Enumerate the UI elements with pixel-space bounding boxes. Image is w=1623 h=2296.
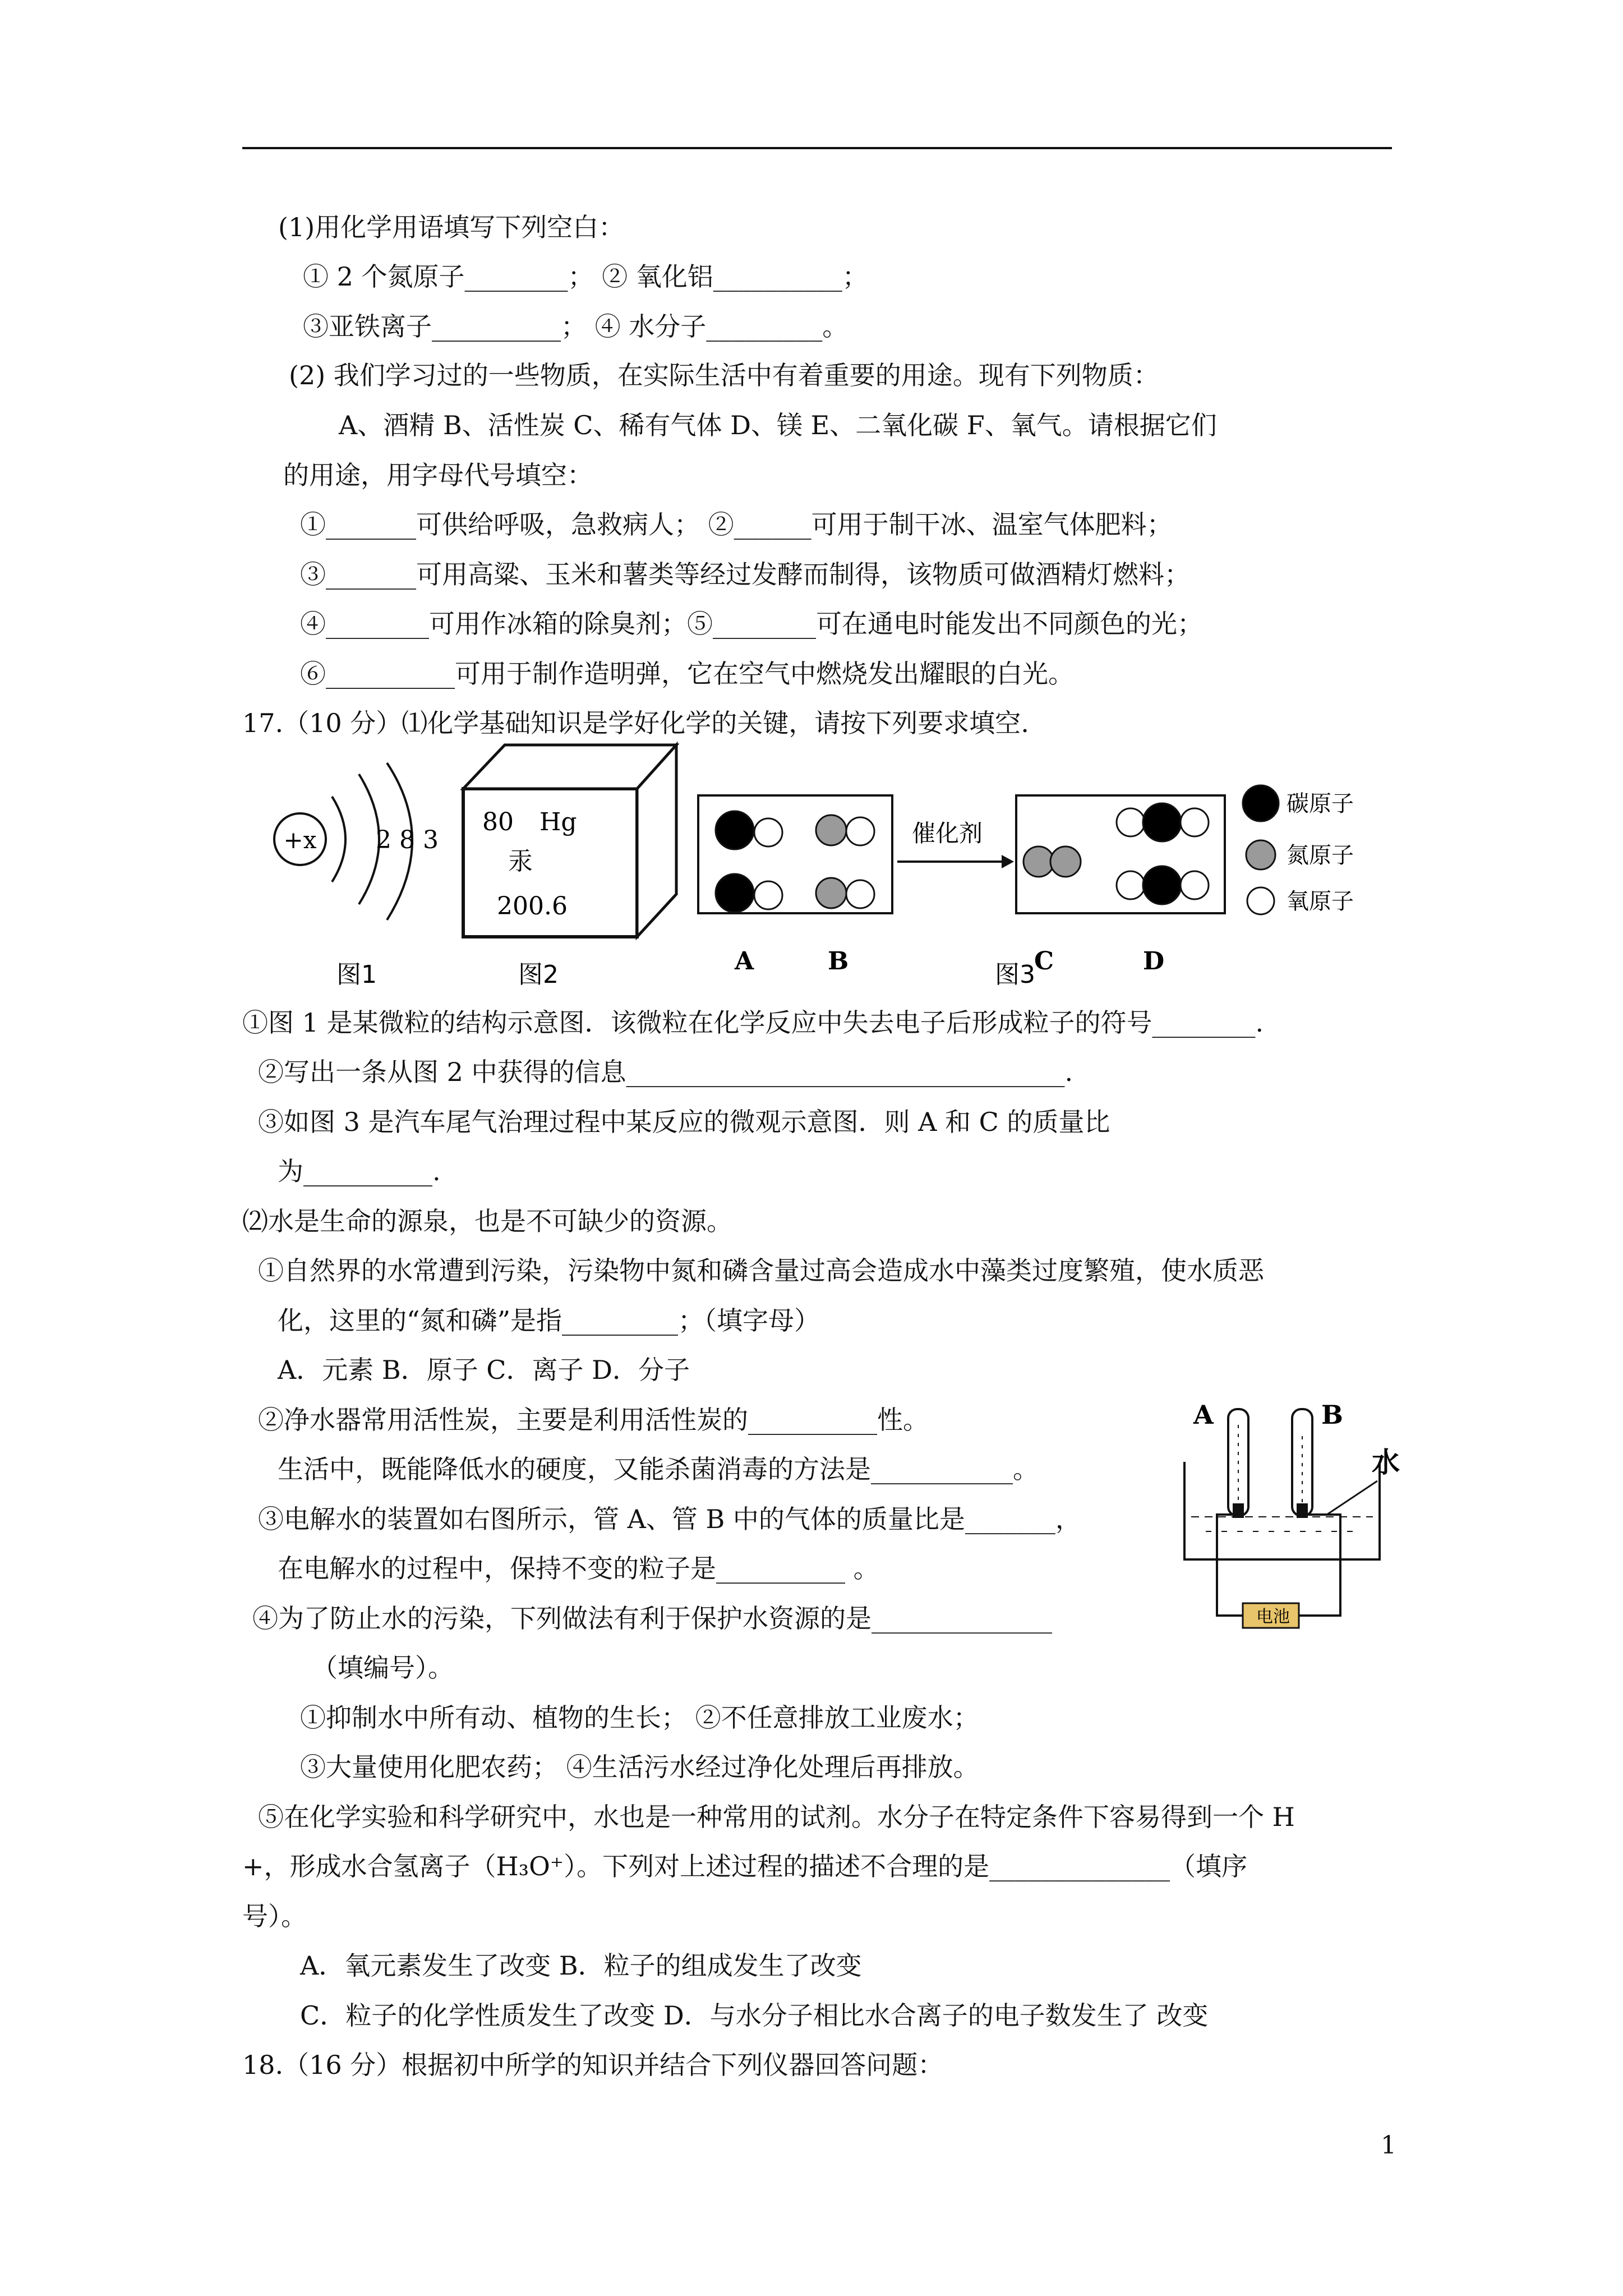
text-line-18: 化，这里的“氮和磷”是指_________；（填字母） [278,1305,820,1336]
text-line-32: C．粒子的化学性质发生了改变 D．与水分子相比水合离子的电子数发生了 改变 [300,2000,1209,2031]
fig2-caption: 图2 [518,960,559,989]
text-line-4: (2) 我们学习过的一些物质，在实际生活中有着重要的用途。现有下列物质： [289,360,1159,390]
label-b: B [828,947,849,976]
text-line-31: A．氧元素发生了改变 B．粒子的组成发生了改变 [300,1950,862,1981]
text-line-22: ③电解水的装置如右图所示，管 A、管 B 中的气体的质量比是_______， [258,1504,1081,1534]
atomic-number: 80 [482,808,514,836]
text-line-8: ③_______可用高粱、玉米和薯类等经过发酵而制得，该物质可做酒精灯燃料； [300,559,1190,590]
tube-b-label: B [1321,1400,1343,1430]
text-line-5: A、酒精 B、活性炭 C、稀有气体 D、镁 E、二氧化碳 F、氧气。请根据它们 [339,410,1217,440]
label-a: A [735,947,754,976]
q18-heading: 18.（16 分）根据初中所学的知识并结合下列仪器回答问题： [242,2050,944,2080]
text-line-21: 生活中，既能降低水的硬度，又能杀菌消毒的方法是___________。 [278,1454,1039,1484]
text-line-13: ②写出一条从图 2 中获得的信息__________________________________. [258,1057,1073,1087]
text-line-29: +，形成水合氢离子（H₃O⁺）。下列对上述过程的描述不合理的是______________（填序 [242,1851,1248,1881]
text-line-16: ⑵水是生命的源泉，也是不可缺少的资源。 [242,1206,732,1236]
q17-heading: 17.（10 分）⑴化学基础知识是学好化学的关键，请按下列要求填空. [242,708,1029,738]
fig1-caption: 图1 [336,960,377,989]
element-symbol: Hg [540,808,577,836]
fig3-caption: 图3 [995,960,1035,989]
text-line-27: ③大量使用化肥农药； ④生活污水经过净化处理后再排放。 [300,1752,979,1782]
text-line-26: ①抑制水中所有动、植物的生长； ②不任意排放工业废水； [300,1703,979,1733]
text-line-24: ④为了防止水的污染，下列做法有利于保护水资源的是______________ [252,1603,1052,1634]
text-line-6: 的用途，用字母代号填空： [283,460,593,490]
electrolysis-apparatus-figure [1184,1400,1400,1628]
element-name: 汞 [508,847,533,876]
text-line-15: 为__________. [278,1156,441,1186]
text-line-23: 在电解水的过程中，保持不变的粒子是__________ 。 [278,1553,879,1584]
text-line-14: ③如图 3 是汽车尾气治理过程中某反应的微观示意图．则 A 和 C 的质量比 [258,1107,1110,1137]
legend-carbon-swatch [1243,785,1279,821]
battery-label: 电池 [1256,1607,1290,1627]
text-line-25: （填编号）。 [312,1653,454,1683]
element-card-figure [463,745,676,989]
text-line-9: ④________可用作冰箱的除臭剂；⑤________可在通电时能发出不同颜色的光； [300,609,1203,639]
label-c: C [1034,947,1054,976]
tube-a-label: A [1193,1400,1214,1430]
text-line-17: ①自然界的水常遭到污染，污染物中氮和磷含量过高会造成水中藻类过度繁殖，使水质恶 [258,1255,1264,1286]
text-line-10: ⑥__________可用于制作造明弹，它在空气中燃烧发出耀眼的白光。 [300,659,1074,689]
text-line-12: ①图 1 是某微粒的结构示意图．该微粒在化学反应中失去电子后形成粒子的符号________. [242,1007,1264,1038]
nucleus-label: +x [283,826,317,854]
atomic-mass: 200.6 [497,892,568,921]
text-line-19: A．元素 B．原子 C．离子 D．分子 [278,1355,690,1385]
text-line-20: ②净水器常用活性炭，主要是利用活性炭的__________性。 [258,1405,929,1435]
page-number: 1 [1381,2131,1396,2160]
text-line-7: ①_______可供给呼吸，急救病人； ②______可用于制干冰、温室气体肥料； [300,509,1173,540]
text-line-3: ③亚铁离子__________； ④ 水分子_________。 [303,311,849,342]
legend-carbon: 碳原子 [1287,791,1354,817]
text-line-1: (1)用化学用语填写下列空白： [278,212,625,242]
reaction-figure [698,785,1354,989]
label-d: D [1143,947,1165,976]
catalyst-label: 催化剂 [912,820,983,847]
legend-nitrogen-swatch [1246,840,1275,869]
atom-structure-figure [274,763,439,989]
legend-oxygen-swatch [1247,887,1274,914]
water-label: 水 [1372,1446,1400,1479]
electron-shells: 2 8 3 [376,826,439,854]
text-line-28: ⑤在化学实验和科学研究中，水也是一种常用的试剂。水分子在特定条件下容易得到一个 H [258,1802,1295,1832]
legend-nitrogen: 氮原子 [1287,843,1354,868]
text-line-30: 号）。 [242,1901,307,1931]
text-line-2: ① 2 个氮原子________； ② 氧化铝__________； [303,261,868,292]
legend-oxygen: 氧原子 [1287,889,1354,914]
